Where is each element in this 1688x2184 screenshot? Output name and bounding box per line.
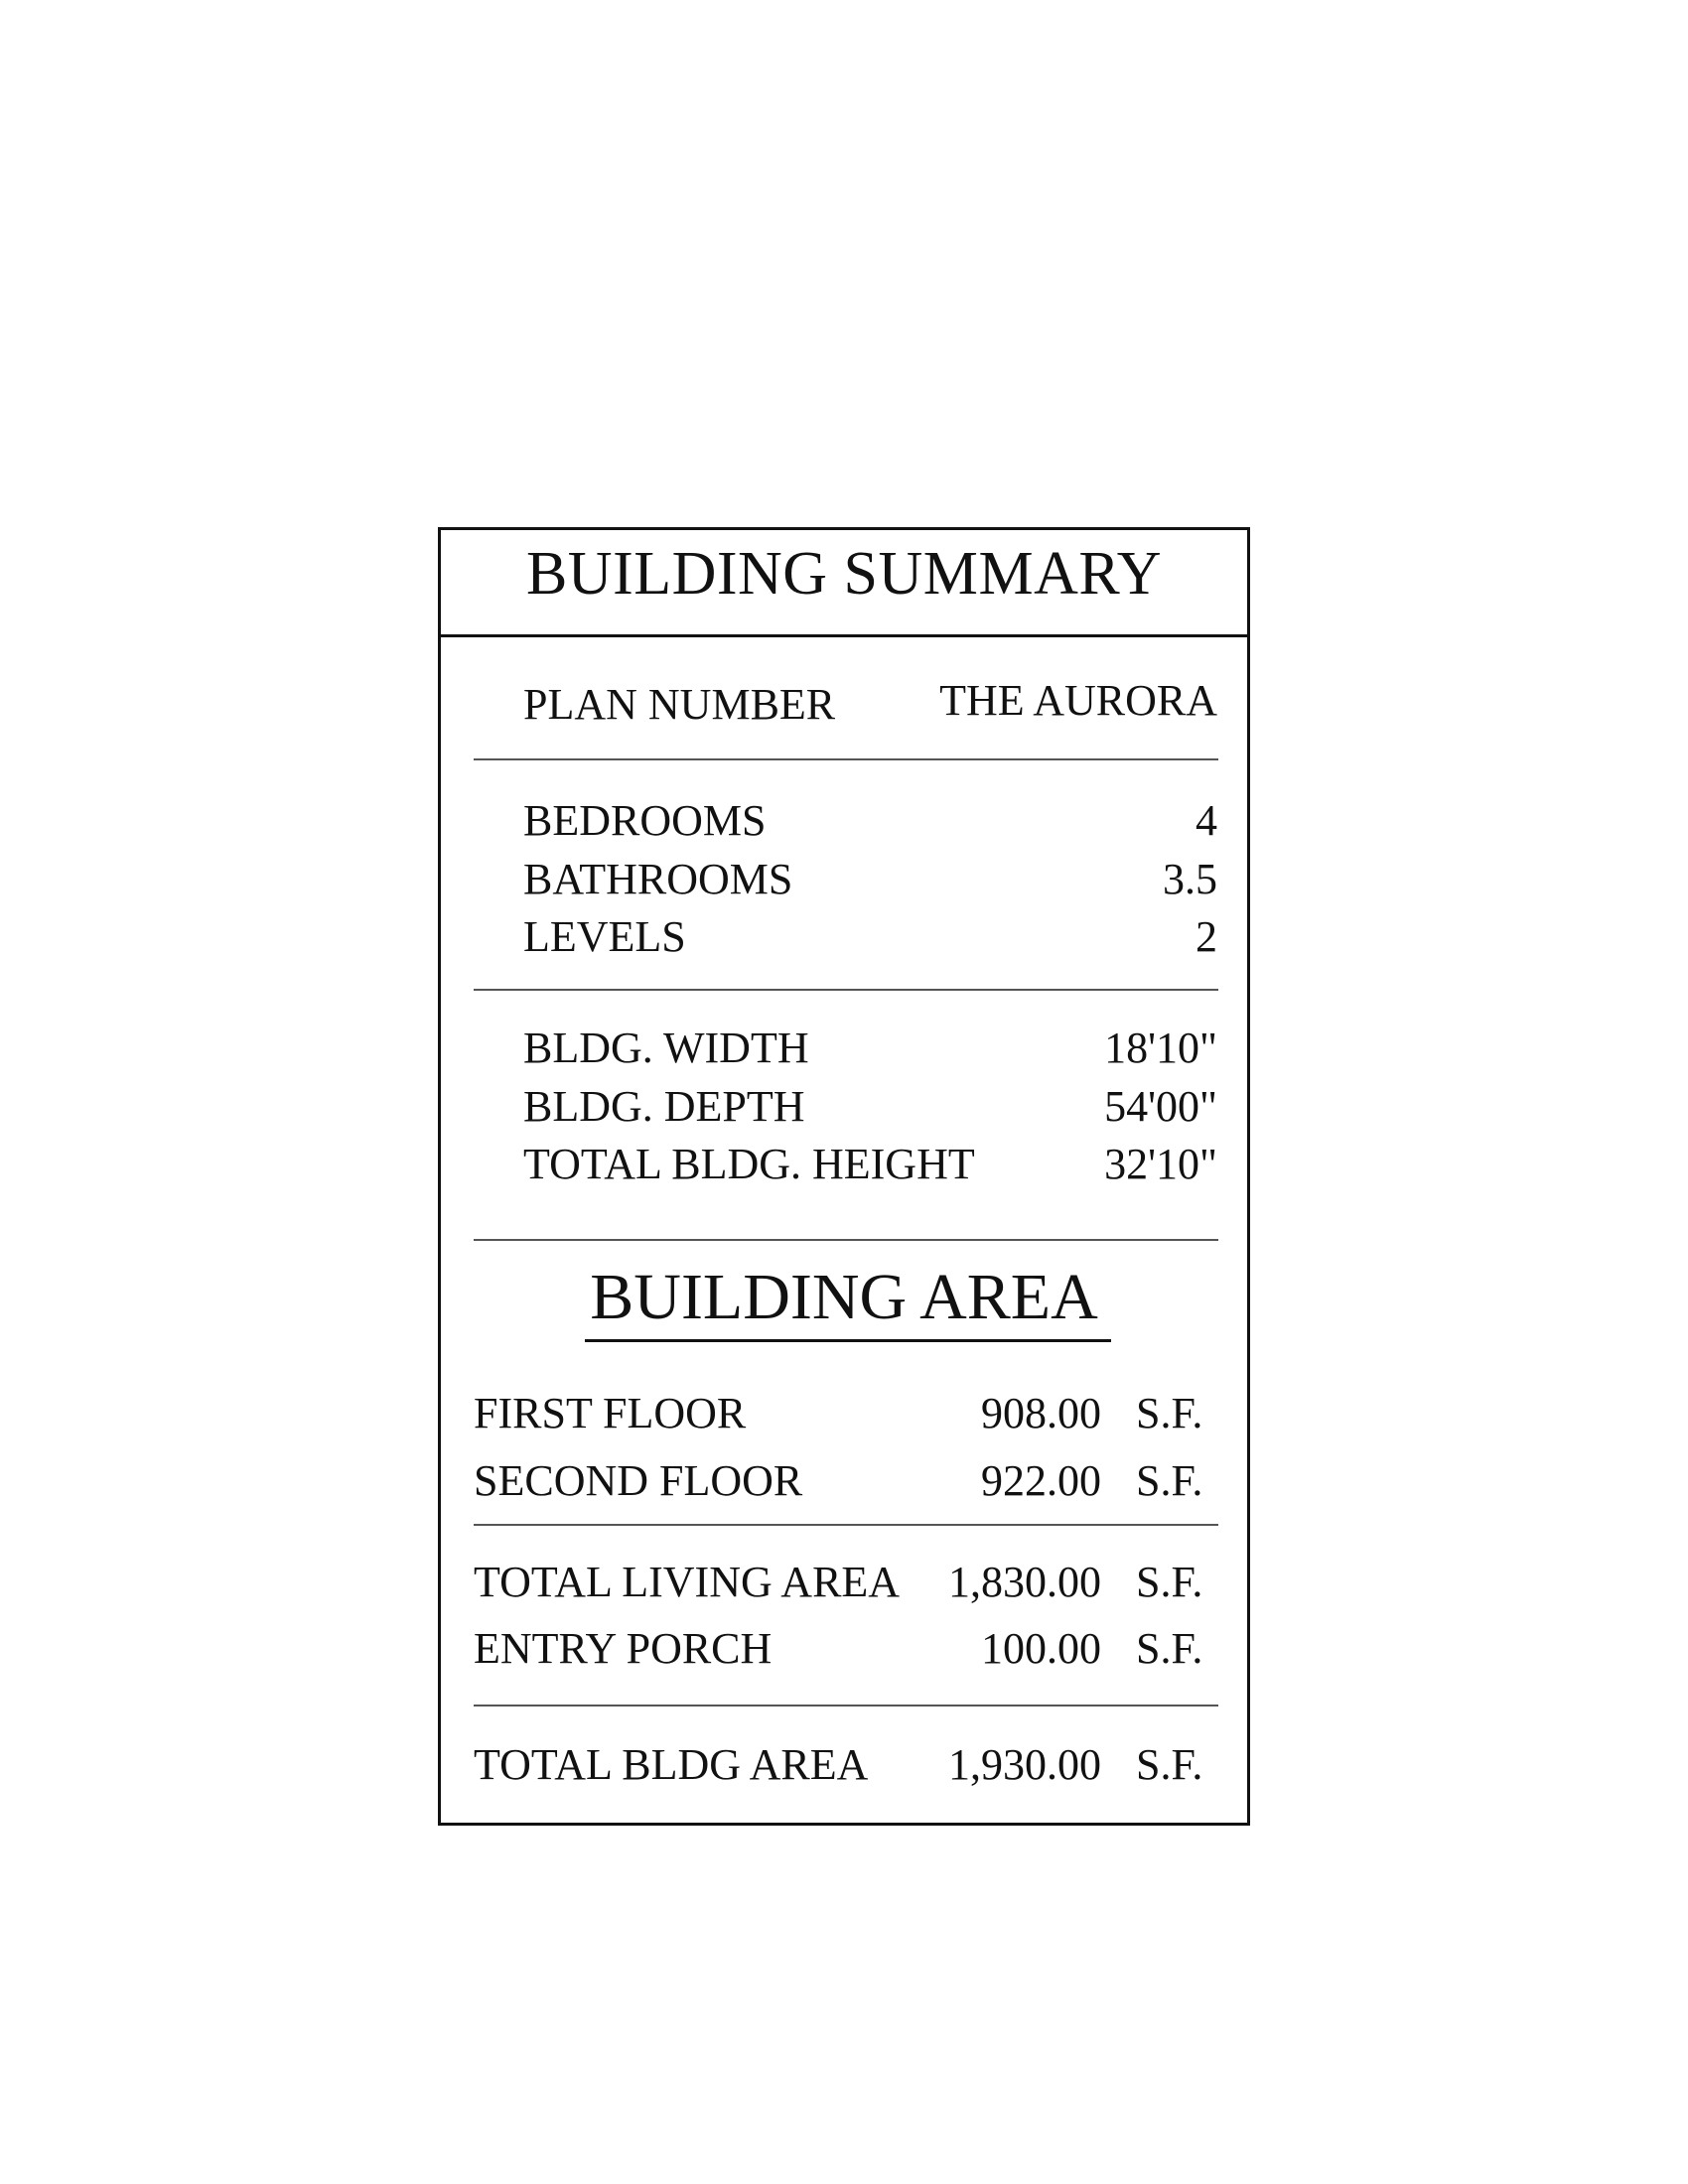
- bedrooms-value: 4: [1196, 796, 1217, 845]
- entry-porch-amount: 100.00: [981, 1624, 1101, 1673]
- building-summary-sheet: [438, 527, 1250, 1826]
- entry-porch-label: ENTRY PORCH: [474, 1624, 773, 1673]
- bathrooms-value: 3.5: [1163, 855, 1217, 903]
- levels-label: LEVELS: [523, 912, 686, 961]
- bldg-depth-value: 54'00": [1104, 1082, 1217, 1131]
- bedrooms-label: BEDROOMS: [523, 796, 767, 845]
- levels-value: 2: [1196, 912, 1217, 961]
- second-floor-unit: S.F.: [1136, 1456, 1203, 1505]
- divider-floors: [474, 1524, 1218, 1526]
- plan-number-label: PLAN NUMBER: [523, 680, 836, 729]
- bathrooms-label: BATHROOMS: [523, 855, 793, 903]
- first-floor-amount: 908.00: [981, 1389, 1101, 1437]
- entry-porch-unit: S.F.: [1136, 1624, 1203, 1673]
- second-floor-amount: 922.00: [981, 1456, 1101, 1505]
- total-living-area-label: TOTAL LIVING AREA: [474, 1558, 901, 1606]
- building-area-underline: [585, 1339, 1111, 1342]
- total-bldg-area-unit: S.F.: [1136, 1740, 1203, 1789]
- summary-title-box: [441, 530, 1247, 637]
- first-floor-label: FIRST FLOOR: [474, 1389, 747, 1437]
- bldg-depth-label: BLDG. DEPTH: [523, 1082, 805, 1131]
- divider-plan: [474, 758, 1218, 760]
- divider-rooms: [474, 989, 1218, 991]
- divider-total: [474, 1705, 1218, 1706]
- second-floor-label: SECOND FLOOR: [474, 1456, 803, 1505]
- bldg-width-value: 18'10": [1104, 1024, 1217, 1072]
- summary-title: BUILDING SUMMARY: [525, 540, 1163, 608]
- plan-number-value: THE AURORA: [939, 676, 1217, 725]
- bldg-width-label: BLDG. WIDTH: [523, 1024, 809, 1072]
- building-area-title: BUILDING AREA: [590, 1261, 1098, 1333]
- total-living-area-unit: S.F.: [1136, 1558, 1203, 1606]
- total-bldg-height-label: TOTAL BLDG. HEIGHT: [523, 1140, 975, 1188]
- first-floor-unit: S.F.: [1136, 1389, 1203, 1437]
- total-living-area-amount: 1,830.00: [948, 1558, 1101, 1606]
- total-bldg-area-amount: 1,930.00: [948, 1740, 1101, 1789]
- total-bldg-height-value: 32'10": [1104, 1140, 1217, 1188]
- divider-dimensions: [474, 1239, 1218, 1241]
- total-bldg-area-label: TOTAL BLDG AREA: [474, 1740, 869, 1789]
